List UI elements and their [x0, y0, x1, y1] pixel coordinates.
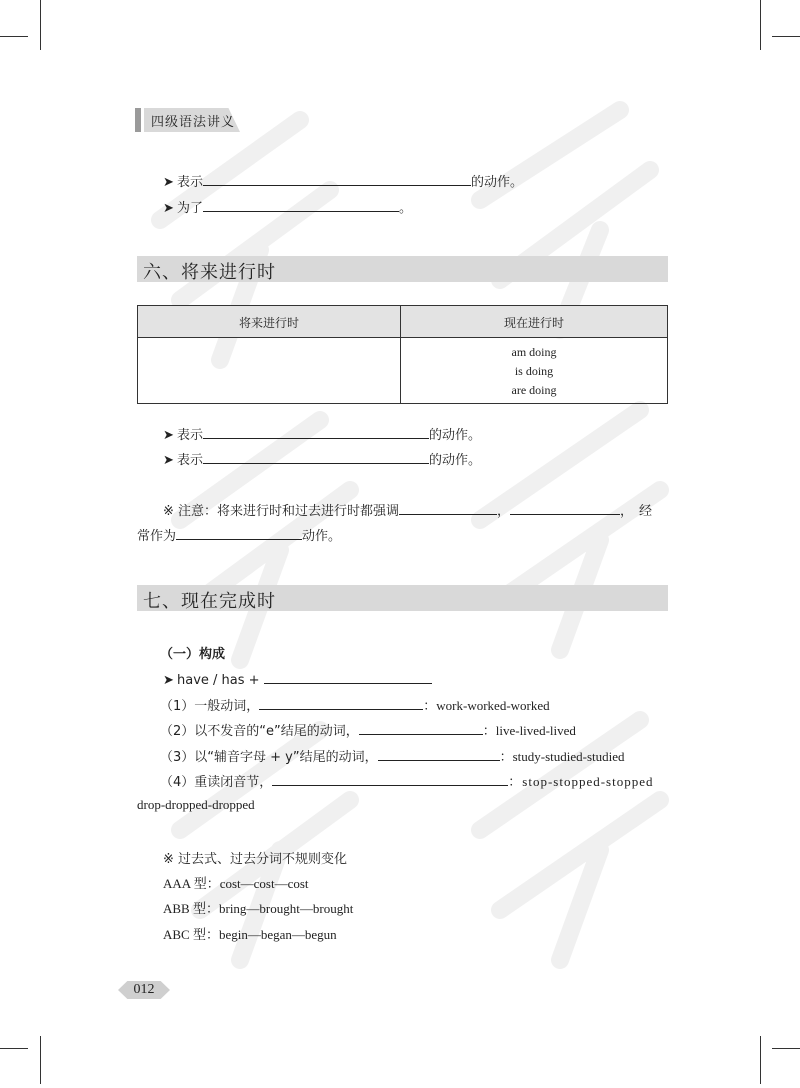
fill-blank — [203, 449, 429, 464]
crop-mark — [760, 0, 761, 50]
rule-label: （2）以不发音的“e”结尾的动词， — [160, 724, 359, 739]
rule-line — [160, 720, 576, 739]
crop-mark — [0, 1048, 28, 1049]
note-line — [163, 500, 658, 519]
rule-example: ：work-worked-worked — [423, 698, 550, 713]
bullet-line — [163, 197, 412, 216]
fill-blank — [176, 525, 302, 540]
crop-mark — [772, 1048, 800, 1049]
irregular-type: ABC 型： — [163, 927, 219, 942]
line-prefix: 表示 — [177, 453, 204, 468]
table-cell-item: am doing — [511, 345, 557, 359]
rule-label: （4）重读闭音节， — [160, 775, 273, 790]
formula-line — [163, 669, 432, 688]
note-sep: ， — [497, 504, 511, 519]
header-title: 四级语法讲义 — [151, 115, 236, 130]
line-suffix: 的动作。 — [471, 175, 524, 190]
page-number-text: 012 — [133, 982, 155, 997]
fill-blank — [399, 500, 497, 515]
table-header-cell: 将来进行时 — [238, 316, 299, 330]
irregular-example: cost—cost—cost — [219, 876, 309, 891]
irregular-line — [163, 924, 337, 943]
rule-example: ：live-lived-lived — [482, 723, 576, 738]
irregular-note: ※ 过去式、过去分词不规则变化 — [163, 852, 348, 867]
arrow-bullet-icon: ➤ — [163, 673, 174, 688]
crop-mark — [40, 1036, 41, 1084]
fill-blank — [359, 720, 483, 735]
arrow-bullet-icon: ➤ — [163, 428, 174, 443]
fill-blank — [203, 171, 471, 186]
subheading: （一）构成 — [160, 647, 226, 662]
irregular-type: AAA 型： — [163, 876, 220, 891]
line-prefix: 表示 — [177, 428, 204, 443]
section-heading — [137, 256, 668, 282]
running-header — [135, 108, 247, 132]
header-bar — [135, 108, 141, 132]
section-heading — [137, 585, 668, 611]
note-line — [137, 525, 341, 544]
irregular-example: begin—began—begun — [218, 927, 337, 942]
rule-label: （3）以“辅音字母 + y”结尾的动词， — [160, 750, 378, 765]
arrow-bullet-icon: ➤ — [163, 453, 174, 468]
table-cell-item: are doing — [511, 383, 557, 397]
section-title: 七、现在完成时 — [143, 591, 276, 612]
bullet-line — [163, 171, 523, 190]
line-prefix: 表示 — [177, 175, 204, 190]
bullet-line — [163, 449, 481, 468]
fill-blank — [203, 197, 399, 212]
formula-text: have / has + — [177, 673, 260, 688]
table-cell-item: is doing — [514, 364, 554, 378]
line-suffix: 的动作。 — [429, 453, 482, 468]
fill-blank — [203, 424, 429, 439]
note-text: ※ 注意：将来进行时和过去进行时都强调 — [163, 504, 400, 519]
comparison-table — [137, 305, 668, 404]
crop-mark — [760, 1036, 761, 1084]
section-title: 六、将来进行时 — [143, 262, 276, 283]
crop-mark — [772, 36, 800, 37]
line-suffix: 的动作。 — [429, 428, 482, 443]
arrow-bullet-icon: ➤ — [163, 175, 174, 190]
fill-blank — [272, 771, 508, 786]
irregular-line — [163, 873, 309, 892]
fill-blank — [264, 669, 432, 684]
fill-blank — [510, 500, 620, 515]
bullet-line — [163, 424, 481, 443]
rule-line — [160, 695, 550, 714]
note-text: 动作。 — [302, 529, 342, 544]
table-header-cell: 现在进行时 — [503, 316, 564, 330]
line-suffix: 。 — [399, 201, 413, 216]
arrow-bullet-icon: ➤ — [163, 201, 174, 216]
rule-example: ：stop-stopped-stopped — [508, 774, 654, 789]
note-text: 常作为 — [137, 529, 177, 544]
fill-blank — [259, 695, 423, 710]
irregular-example: bring—brought—brought — [218, 901, 354, 916]
rule-line — [160, 771, 654, 790]
line-prefix: 为了 — [177, 201, 204, 216]
rule-line — [160, 746, 625, 765]
page-number — [118, 981, 170, 999]
rule-continuation: drop-dropped-dropped — [137, 797, 255, 812]
crop-mark — [0, 36, 28, 37]
irregular-type: ABB 型： — [163, 901, 219, 916]
irregular-line — [163, 898, 353, 917]
fill-blank — [378, 746, 500, 761]
rule-example: ：study-studied-studied — [499, 749, 625, 764]
note-text: ，经 — [620, 504, 659, 519]
crop-mark — [40, 0, 41, 50]
rule-label: （1）一般动词， — [160, 699, 260, 714]
